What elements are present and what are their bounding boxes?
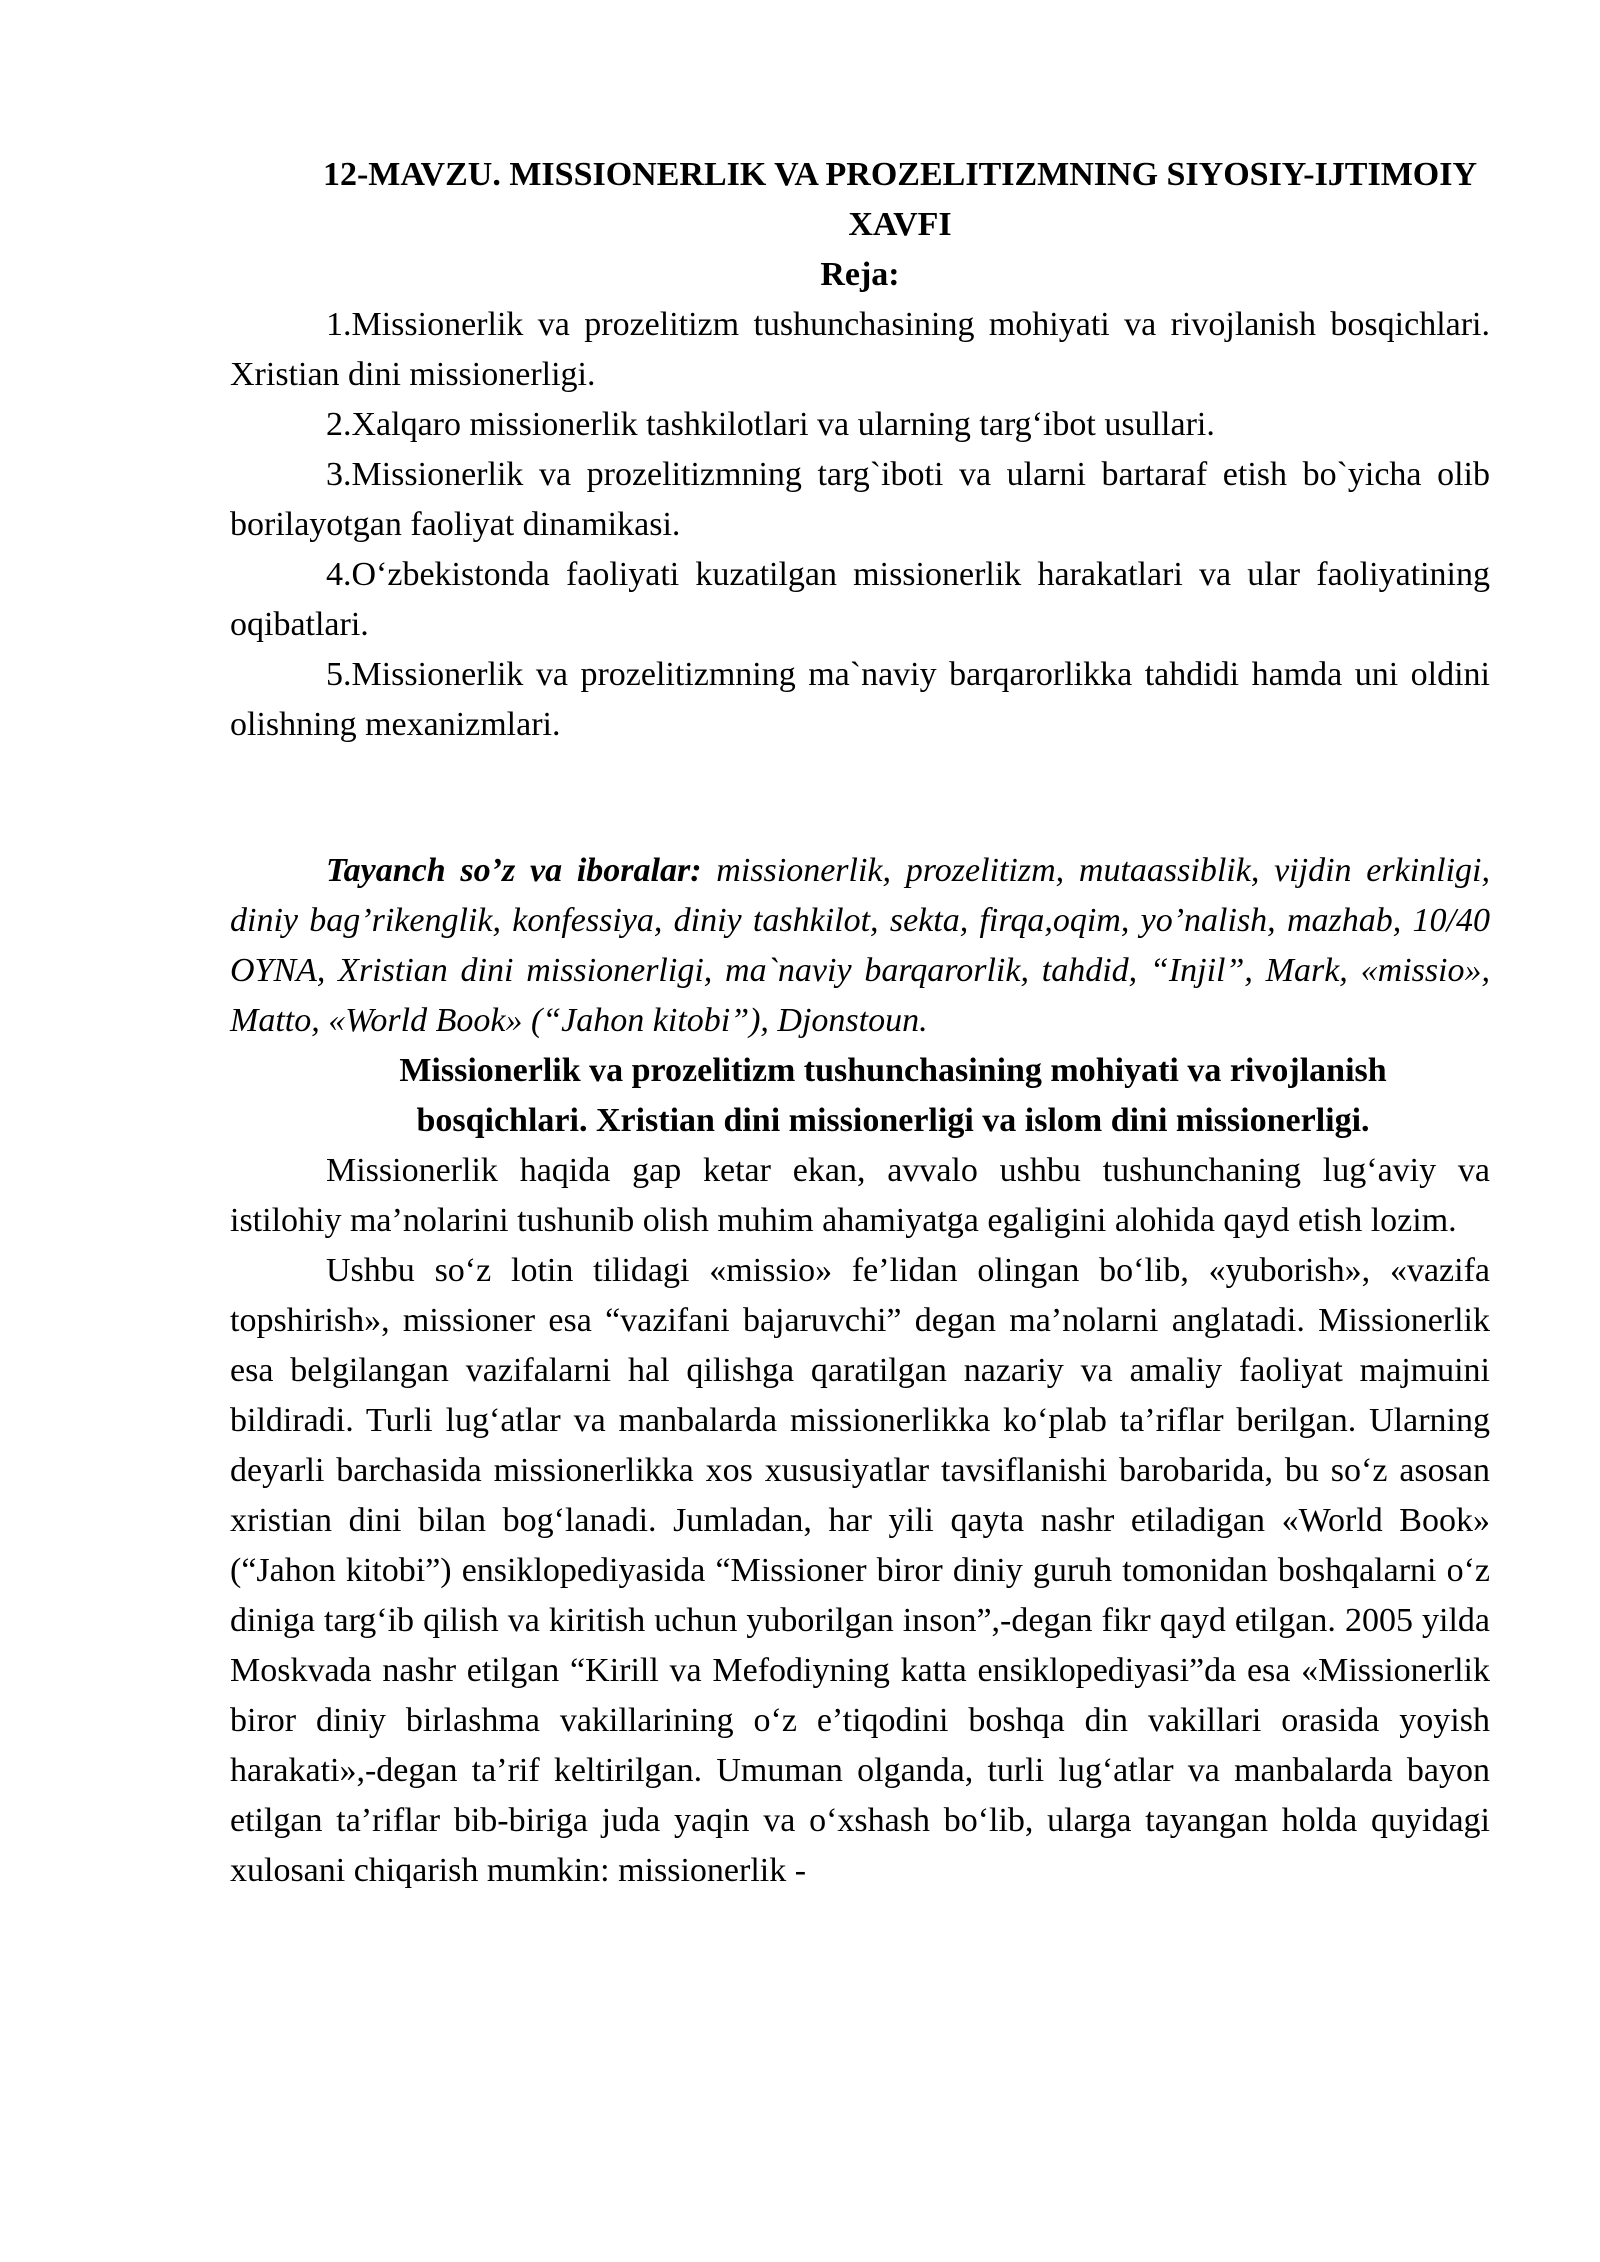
section-title: Missionerlik va prozelitizm tushunchasining mohiyati va rivojlanish bosqichlari. Xristian dini missionerligi va islom dini missionerligi.: [399, 1052, 1387, 1139]
body-paragraph-1: Missionerlik haqida gap ketar ekan, avvalo ushbu tushunchaning lug‘aviy va istilohiy ma’nolarini tushunib olish muhim ahamiyatga egaligini alohida qayd etish lozim.: [230, 1152, 1490, 1239]
plan-item-4: 4.O‘zbekistonda faoliyati kuzatilgan missionerlik harakatlari va ular faoliyatining oqibatlari.: [230, 556, 1490, 643]
keywords-label: Tayanch so’z va iboralar:: [326, 852, 702, 889]
keywords-list: missionerlik, prozelitizm, mutaassiblik, vijdin erkinligi, diniy bag’rikenglik, konfessiya, diniy tashkilot, sekta, firqa,oqim, yo’nalish, mazhab, 10/40 OYNA, Xristian dini missionerligi, ma`naviy barqarorlik, tahdid, “Injil”, Mark, «missio», Matto, «World Book» (“Jahon kitobi”), Djonstoun.: [230, 852, 1490, 1039]
plan-heading: Reja:: [820, 256, 900, 293]
document-body: [230, 150, 1490, 1896]
plan-item-2: 2.Xalqaro missionerlik tashkilotlari va ularning targ‘ibot usullari.: [326, 406, 1215, 443]
plan-item-3: 3.Missionerlik va prozelitizmning targ`iboti va ularni bartaraf etish bo`yicha olib borilayotgan faoliyat dinamikasi.: [230, 456, 1490, 543]
keywords-paragraph: [230, 846, 1490, 1046]
plan-item-5: 5.Missionerlik va prozelitizmning ma`naviy barqarorlikka tahdidi hamda uni oldini olishning mexanizmlari.: [230, 656, 1490, 743]
blank-space: [230, 750, 1490, 846]
plan-item-1: 1.Missionerlik va prozelitizm tushunchasining mohiyati va rivojlanish bosqichlari. Xristian dini missionerligi.: [230, 306, 1490, 393]
body-paragraph-2: Ushbu so‘z lotin tilidagi «missio» fe’lidan olingan bo‘lib, «yuborish», «vazifa topshirish», missioner esa “vazifani bajaruvchi” degan ma’nolarni anglatadi. Missionerlik esa belgilangan vazifalarni hal qilishga qaratilgan nazariy va amaliy faoliyat majmuini bildiradi. Turli lug‘atlar va manbalarda missionerlikka ko‘plab ta’riflar berilgan. Ularning deyarli barchasida missionerlikka xos xususiyatlar tavsiflanishi barobarida, bu so‘z asosan xristian dini bilan bog‘lanadi. Jumladan, har yili qayta nashr etiladigan «World Book» (“Jahon kitobi”) ensiklopediyasida “Missioner biror diniy guruh tomonidan boshqalarni o‘z diniga targ‘ib qilish va kiritish uchun yuborilgan inson”,-degan fikr qayd etilgan. 2005 yilda Moskvada nashr etilgan “Kirill va Mefodiyning katta ensiklopediyasi”da esa «Missionerlik biror diniy birlashma vakillarining o‘z e’tiqodini boshqa din vakillari orasida yoyish harakati»,-degan ta’rif keltirilgan. Umuman olganda, turli lug‘atlar va manbalarda bayon etilgan ta’riflar bib-biriga juda yaqin va o‘xshash bo‘lib, ularga tayangan holda quyidagi xulosani chiqarish mumkin: missionerlik -: [230, 1252, 1490, 1889]
document-title: 12-MAVZU. MISSIONERLIK VA PROZELITIZMNING SIYOSIY-IJTIMOIY XAVFI: [322, 156, 1478, 243]
